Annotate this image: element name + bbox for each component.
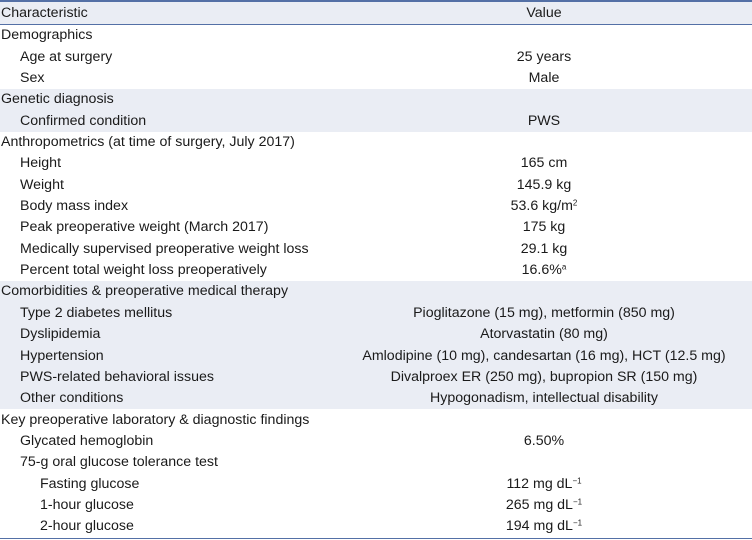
- row-value: 6.50%: [523, 433, 565, 449]
- row-label: Confirmed condition: [20, 112, 147, 129]
- row-label: Medically supervised preoperative weight loss: [20, 240, 309, 257]
- table-row: [0, 110, 752, 131]
- row-value: [336, 516, 752, 538]
- table-row: [0, 516, 752, 538]
- row-value: Pioglitazone (15 mg), metformin (850 mg): [413, 304, 675, 321]
- row-label: Age at surgery: [20, 48, 113, 65]
- row-label: Dyslipidemia: [20, 326, 101, 343]
- section-row-genetic: [0, 89, 752, 110]
- row-value: 165 cm: [520, 155, 568, 172]
- unit-superscript: −1: [572, 476, 582, 486]
- table-row: [0, 324, 752, 345]
- table-row: [0, 196, 752, 217]
- unit-superscript: −1: [572, 519, 583, 529]
- fasting-value-text: 112 mg dL: [506, 475, 573, 492]
- table-row: [0, 495, 752, 516]
- section-label: Comorbidities & preoperative medical therapy: [1, 283, 289, 300]
- header-row: [0, 1, 752, 25]
- row-value: 175 kg: [522, 219, 566, 236]
- section-row-demographics: [0, 25, 752, 47]
- row-value: Male: [528, 69, 560, 86]
- row-value: [336, 260, 752, 281]
- section-row-anthropometrics: [0, 132, 752, 153]
- row-label: 1-hour glucose: [40, 497, 134, 514]
- row-label: Sex: [20, 69, 45, 86]
- footnote-marker: a: [561, 262, 567, 272]
- header-value: Value: [336, 1, 752, 25]
- header-characteristic: Characteristic: [0, 1, 336, 25]
- row-value: PWS: [527, 112, 561, 129]
- section-row-comorbidities: [0, 281, 752, 302]
- unit-superscript: −1: [572, 497, 583, 507]
- table-row: [0, 452, 752, 473]
- row-value: Divalproex ER (250 mg), bupropion SR (150 mg): [390, 368, 698, 385]
- h1-value-text: 265 mg dL: [505, 497, 573, 514]
- section-label: Demographics: [1, 27, 93, 44]
- row-label: PWS-related behavioral issues: [20, 368, 214, 385]
- row-label: Other conditions: [20, 390, 124, 407]
- h2-value-text: 194 mg dL: [505, 518, 573, 535]
- table-row: [0, 260, 752, 281]
- section-label: Anthropometrics (at time of surgery, July 2017): [1, 133, 295, 150]
- row-label: 2-hour glucose: [0, 516, 336, 538]
- row-label: Height: [20, 155, 62, 172]
- bmi-value-text: 53.6 kg/m: [510, 198, 573, 215]
- table-row: [0, 345, 752, 366]
- section-label: Genetic diagnosis: [1, 91, 114, 108]
- table-row: [0, 388, 752, 409]
- table-row: [0, 474, 752, 495]
- row-label: Body mass index: [20, 198, 129, 215]
- row-value: Atorvastatin (80 mg): [480, 326, 608, 343]
- row-value: Hypogonadism, intellectual disability: [430, 390, 658, 407]
- row-value: [336, 495, 752, 516]
- row-label: Weight: [20, 176, 64, 193]
- row-label: 75-g oral glucose tolerance test: [20, 454, 218, 471]
- section-label: Key preoperative laboratory & diagnostic findings: [1, 411, 310, 428]
- pct-value-text: 16.6%: [521, 262, 562, 279]
- row-label: Percent total weight loss preoperatively: [20, 262, 267, 279]
- row-label: Peak preoperative weight (March 2017): [20, 219, 269, 236]
- row-label: Hypertension: [20, 347, 104, 364]
- row-label: Type 2 diabetes mellitus: [20, 304, 173, 321]
- table-row: [0, 175, 752, 196]
- row-label: Glycated hemoglobin: [20, 433, 154, 449]
- row-value: 145.9 kg: [516, 176, 572, 193]
- row-value: [336, 474, 752, 495]
- row-label: Fasting glucose: [40, 475, 140, 492]
- table-row: [0, 46, 752, 67]
- table-row: [0, 68, 752, 89]
- table-row: [0, 367, 752, 388]
- row-value: Amlodipine (10 mg), candesartan (16 mg), HCT (12.5 mg): [362, 347, 726, 364]
- row-value: [336, 196, 752, 217]
- row-value: 29.1 kg: [520, 240, 568, 257]
- table-row: [0, 431, 752, 452]
- bmi-superscript: 2: [572, 198, 578, 208]
- table-row: [0, 303, 752, 324]
- table-row: [0, 153, 752, 174]
- section-row-laboratory: [0, 409, 752, 430]
- table-row: [0, 239, 752, 260]
- row-value: 25 years: [516, 48, 572, 65]
- table-row: [0, 217, 752, 238]
